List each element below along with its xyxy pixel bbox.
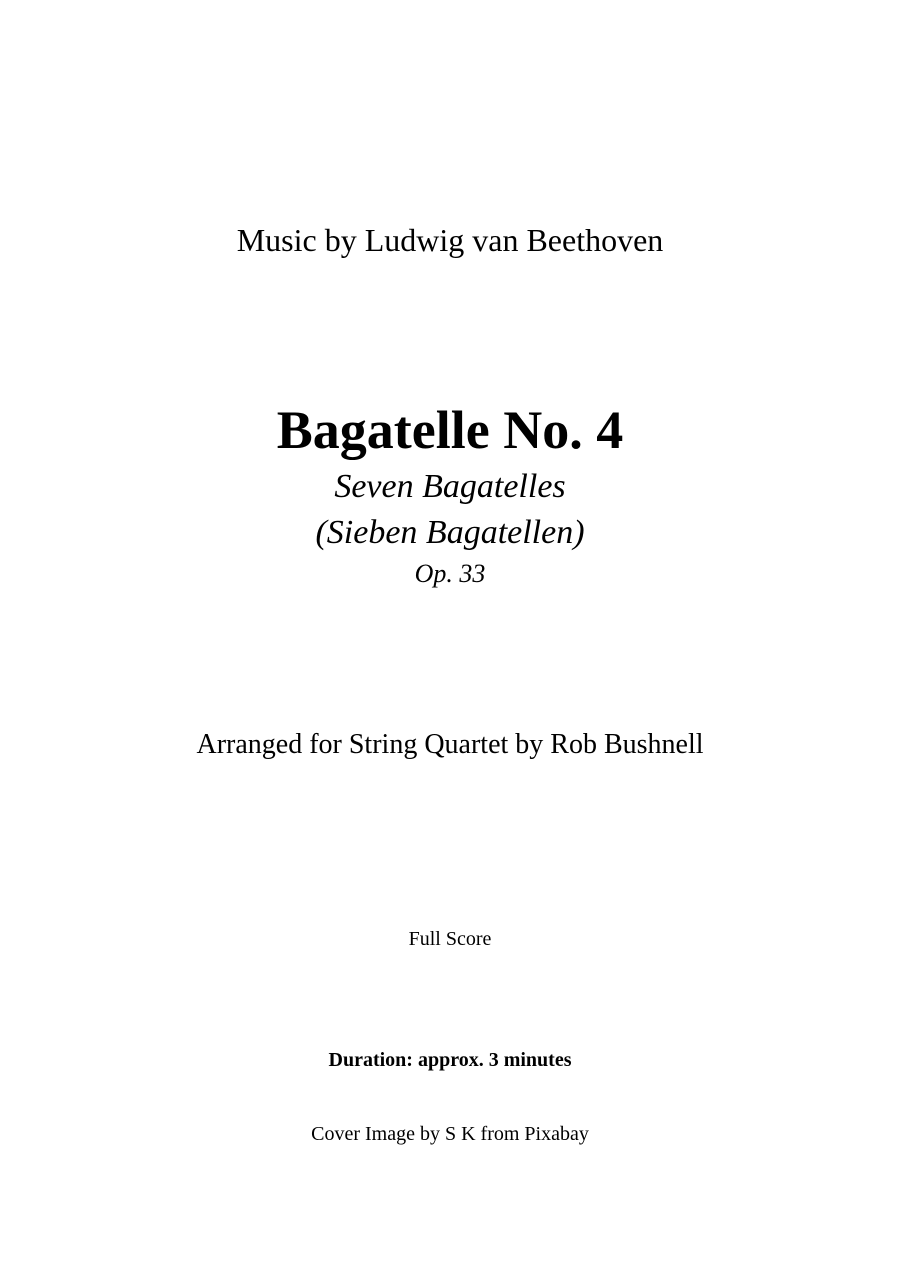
- arranger-credit: Arranged for String Quartet by Rob Bushnell: [196, 729, 704, 760]
- piece-title: Bagatelle No. 4: [276, 400, 624, 460]
- score-type-label: Full Score: [408, 928, 492, 950]
- collection-title-german: (Sieben Bagatellen): [315, 514, 585, 551]
- collection-title: Seven Bagatelles: [334, 468, 566, 505]
- opus-number: Op. 33: [414, 559, 486, 588]
- cover-image-credit: Cover Image by S K from Pixabay: [311, 1123, 589, 1145]
- duration-note: Duration: approx. 3 minutes: [328, 1049, 572, 1071]
- composer-credit: Music by Ludwig van Beethoven: [236, 222, 664, 258]
